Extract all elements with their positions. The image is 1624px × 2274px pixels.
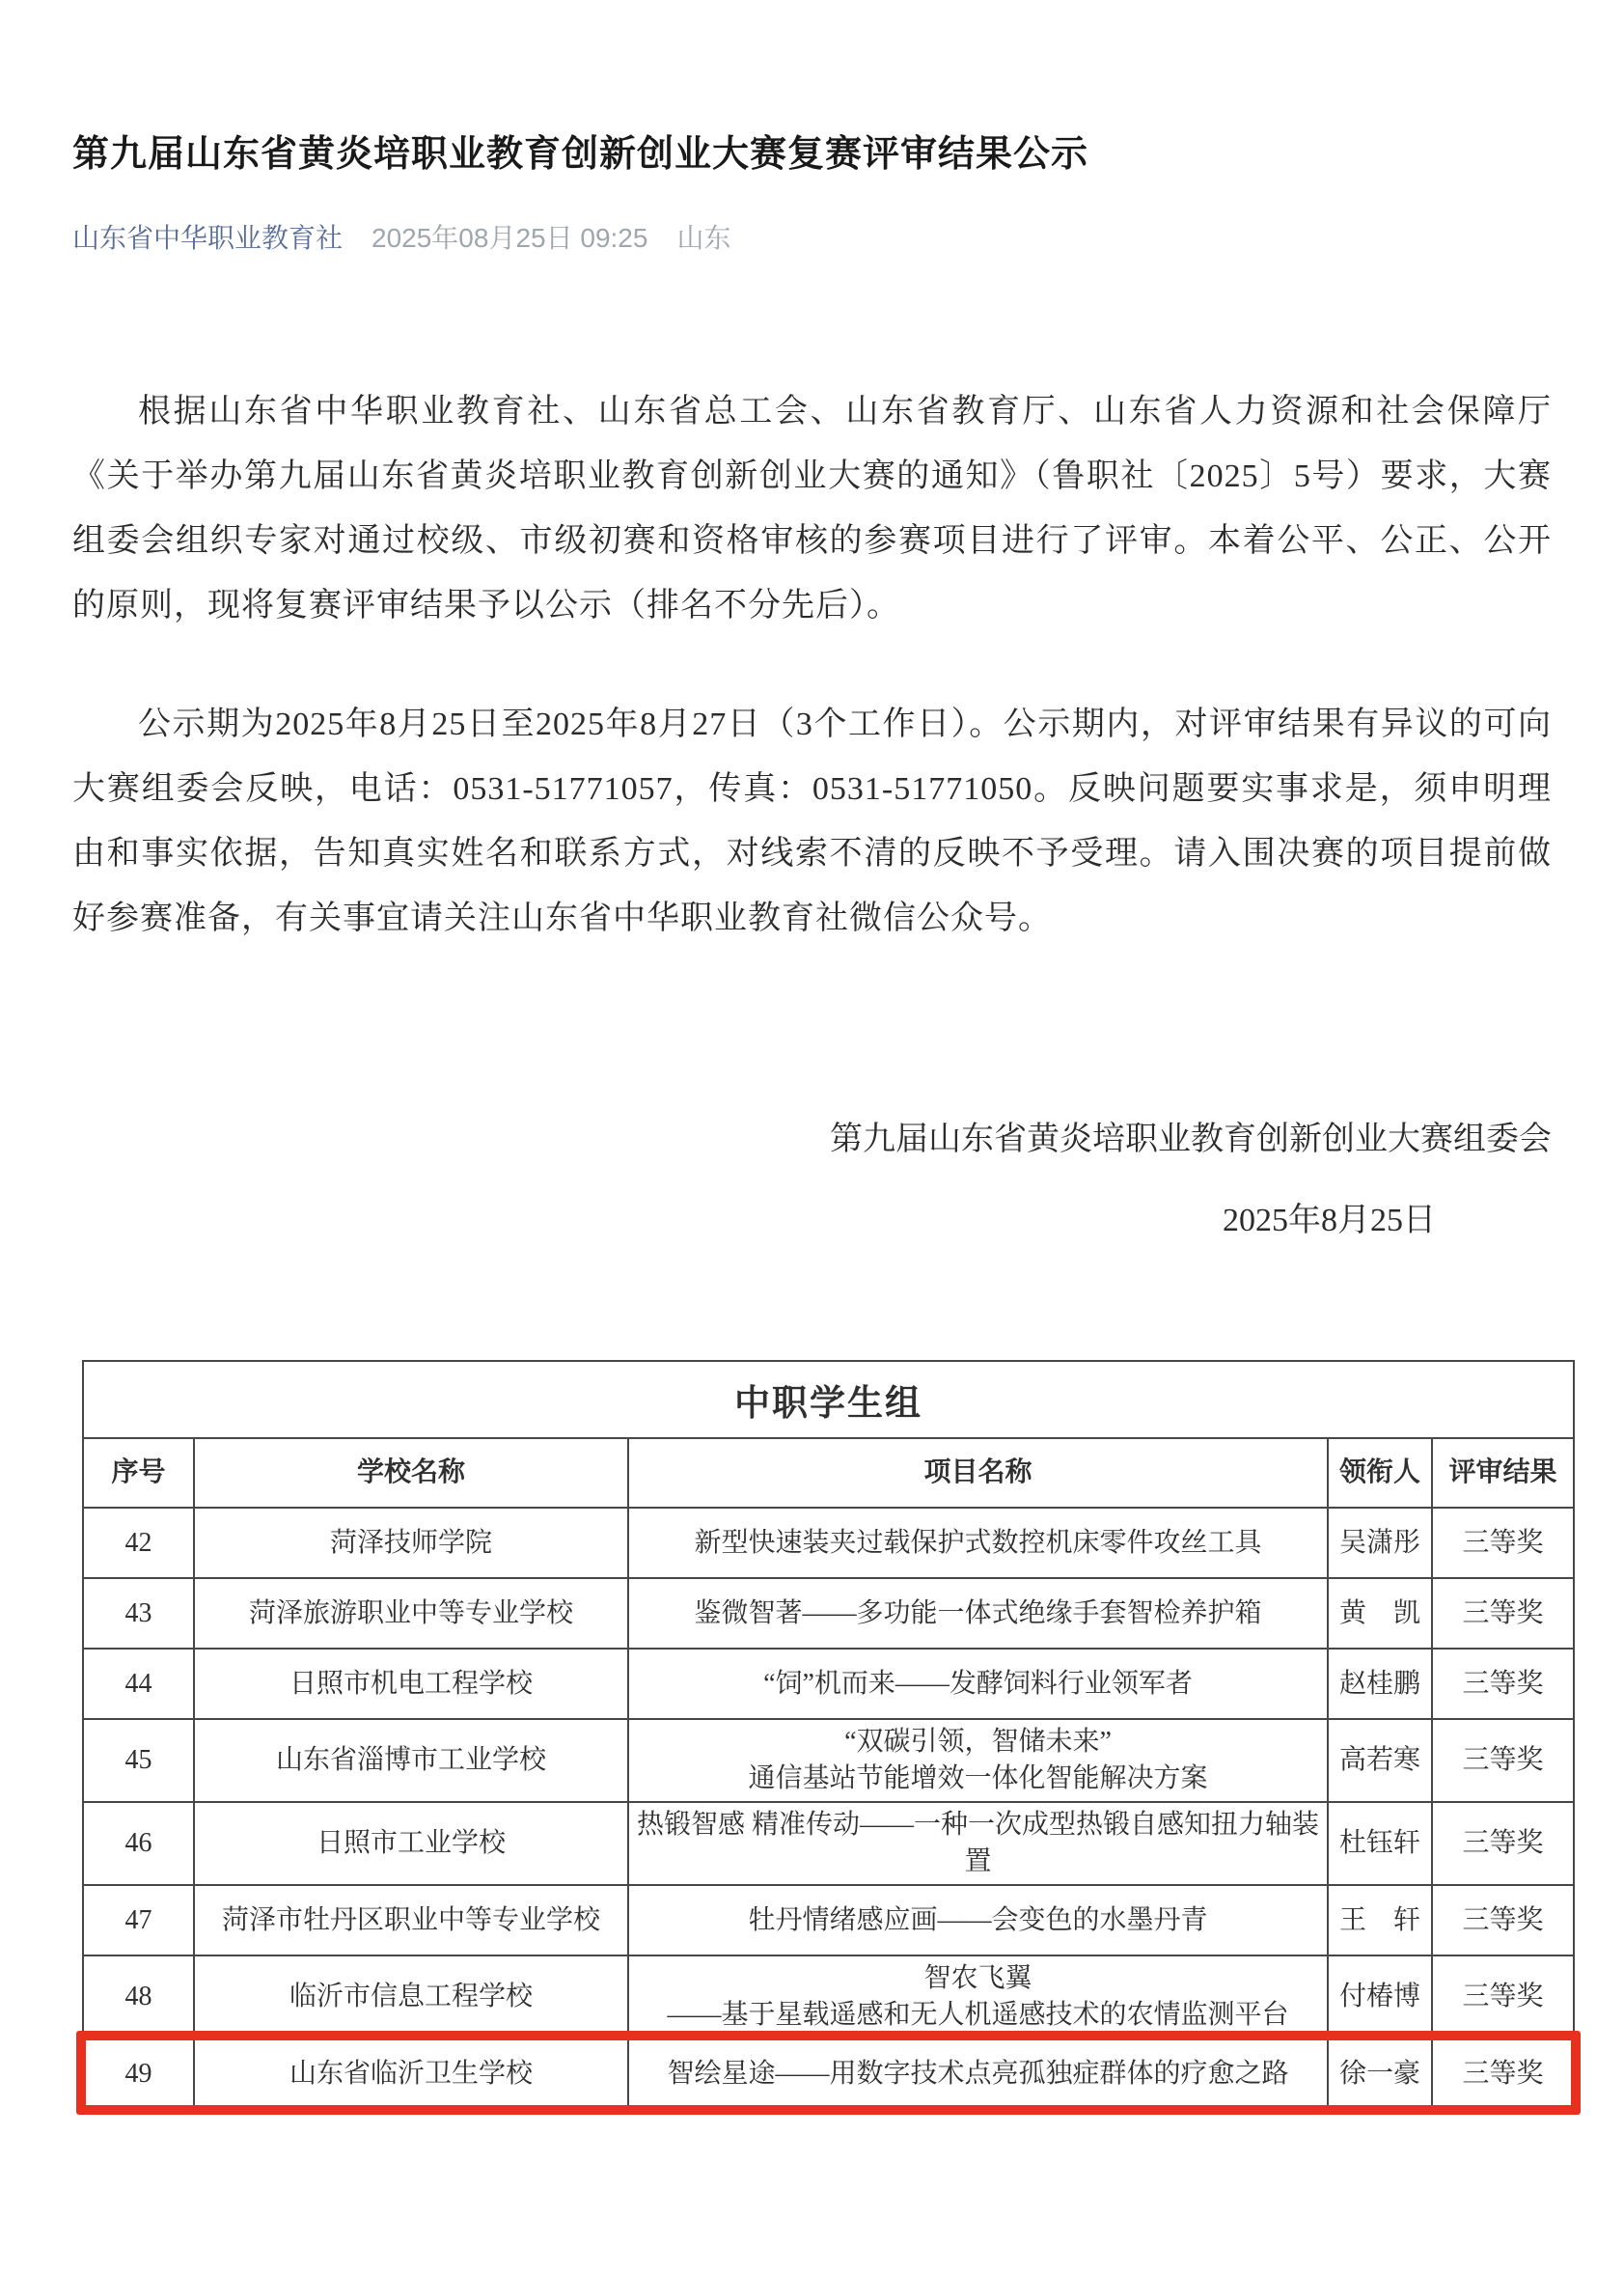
project-line: 智绘星途——用数字技术点亮孤独症群体的疗愈之路 [667,2058,1289,2089]
project-line: 通信基站节能增效一体化智能解决方案 [748,1763,1208,1794]
article-body [72,379,1552,951]
cell-result: 三等奖 [1462,1982,1544,2012]
table-row [84,1956,1573,2039]
cell-leader: 赵桂鹏 [1329,1650,1433,1718]
table-row-highlighted [84,2039,1573,2108]
project-line: “双碳引领，智储未来” [844,1727,1112,1758]
signature-date: 2025年8月25日 [1223,1203,1436,1239]
cell-project [629,1803,1329,1884]
cell-no: 42 [84,1509,195,1577]
project-line: “饲”机而来——发酵饲料行业领军者 [763,1668,1193,1699]
project-line: 新型快速装夹过载保护式数控机床零件攻丝工具 [694,1527,1262,1558]
cell-school: 菏泽旅游职业中等专业学校 [195,1579,629,1648]
cell-project [629,1579,1329,1648]
table-header-row [84,1439,1573,1509]
cell-school: 临沂市信息工程学校 [195,1956,629,2038]
page-title: 第九届山东省黄炎培职业教育创新创业大赛复赛评审结果公示 [72,134,1089,176]
table-row [84,1579,1573,1650]
cell-result: 三等奖 [1462,1597,1544,1628]
table-row [84,1886,1573,1956]
cell-leader: 吴潇彤 [1329,1509,1433,1577]
cell-no: 45 [84,1720,195,1801]
cell-no: 43 [84,1579,195,1648]
cell-project [629,1956,1329,2038]
paragraph: 根据山东省中华职业教育社、山东省总工会、山东省教育厅、山东省人力资源和社会保障厅《关于举办第九届山东省黄炎培职业教育创新创业大赛的通知》（鲁职社〔2025〕5号）要求，大赛组委会组织专家对通过校级、市级初赛和资格审核的参赛项目进行了评审。本着公平、公正、公开的原则，现将复赛评审结果予以公示（排名不分先后）。 [72,394,1552,624]
cell-project [629,1650,1329,1718]
project-line: ——基于星载遥感和无人机遥感技术的农情监测平台 [667,2000,1289,2031]
cell-result: 三等奖 [1462,1668,1544,1699]
results-table [82,1360,1575,2110]
signature-committee: 第九届山东省黄炎培职业教育创新创业大赛组委会 [830,1122,1552,1158]
cell-result: 三等奖 [1462,2058,1544,2089]
header-project: 项目名称 [629,1439,1329,1507]
cell-school: 山东省淄博市工业学校 [195,1720,629,1801]
cell-result: 三等奖 [1462,1904,1544,1935]
table-row [84,1720,1573,1803]
project-line: 智农飞翼 [923,1963,1032,1994]
project-line: 牡丹情绪感应画——会变色的水墨丹青 [748,1904,1208,1935]
cell-leader: 付椿博 [1329,1956,1433,2038]
cell-school: 日照市工业学校 [195,1803,629,1884]
byline [72,217,1552,256]
cell-result: 三等奖 [1462,1828,1544,1859]
header-no: 序号 [84,1439,195,1507]
cell-result: 三等奖 [1462,1745,1544,1776]
cell-no: 46 [84,1803,195,1884]
cell-leader: 杜钰轩 [1329,1803,1433,1884]
cell-result: 三等奖 [1462,1527,1544,1558]
cell-school: 日照市机电工程学校 [195,1650,629,1718]
cell-no: 47 [84,1886,195,1955]
paragraph: 公示期为2025年8月25日至2025年8月27日（3个工作日）。公示期内，对评审结果有异议的可向大赛组委会反映，电话：0531-51771057，传真：0531-51771050。反映问题要实事求是，须申明理由和事实依据，告知真实姓名和联系方式，对线索不清的反映不予受理。请入围决赛的项目提前做好参赛准备，有关事宜请关注山东省中华职业教育社微信公众号。 [72,707,1552,937]
project-line: 热锻智感 精准传动——一种一次成型热锻自感知扭力轴装置 [637,1810,1320,1877]
cell-project [629,1509,1329,1577]
header-leader: 领衔人 [1329,1439,1433,1507]
cell-project [629,1720,1329,1801]
project-line: 鉴微智著——多功能一体式绝缘手套智检养护箱 [694,1597,1262,1628]
cell-school: 菏泽技师学院 [195,1509,629,1577]
table-row [84,1803,1573,1886]
signature-block [72,1115,1552,1246]
header-school: 学校名称 [195,1439,629,1507]
author-link[interactable]: 山东省中华职业教育社 [72,223,344,254]
cell-no: 48 [84,1956,195,2038]
table-group-title: 中职学生组 [84,1362,1573,1439]
cell-project [629,1886,1329,1955]
cell-no: 49 [84,2039,195,2108]
cell-project [629,2039,1329,2108]
table-row [84,1509,1573,1579]
publish-location: 山东 [676,223,731,254]
table-row [84,1650,1573,1720]
header-result: 评审结果 [1448,1457,1557,1488]
cell-school: 山东省临沂卫生学校 [195,2039,629,2108]
cell-leader: 徐一豪 [1329,2039,1433,2108]
publish-time: 2025年08月25日 09:25 [372,223,648,254]
cell-leader: 王 轩 [1329,1886,1433,1955]
cell-leader: 黄 凯 [1329,1579,1433,1648]
cell-leader: 高若寒 [1329,1720,1433,1801]
cell-school: 菏泽市牡丹区职业中等专业学校 [195,1886,629,1955]
cell-no: 44 [84,1650,195,1718]
